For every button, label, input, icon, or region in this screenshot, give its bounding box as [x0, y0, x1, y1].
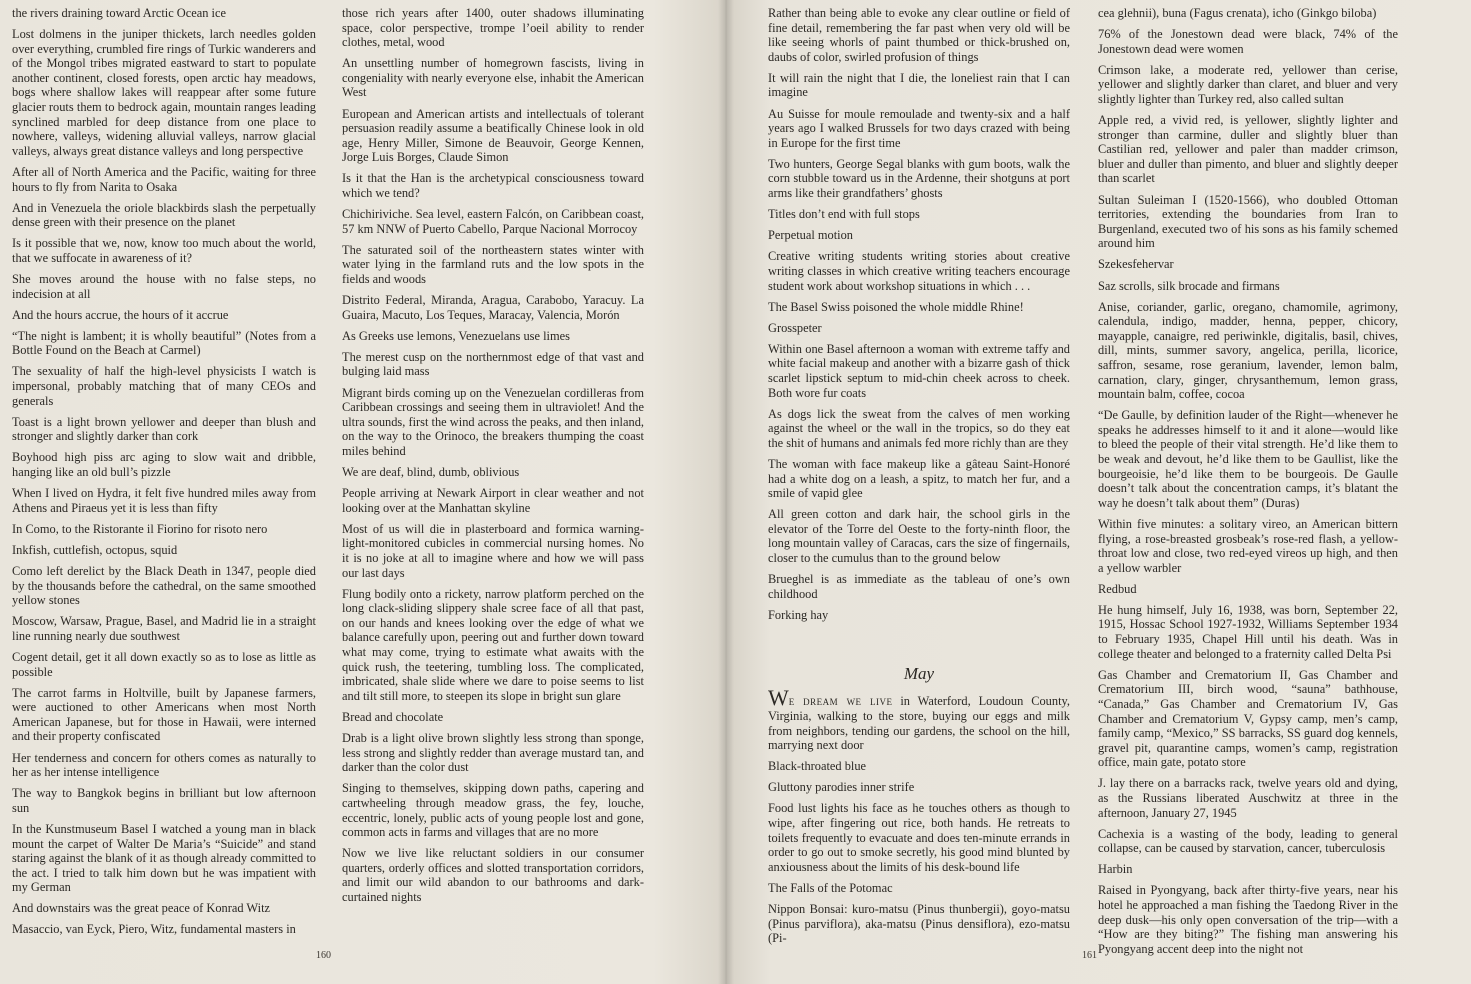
paragraph: Now we live like reluctant soldiers in our consumer quarters, orderly offices and slotted transportation corridors, and limit our wild abandon to our bathrooms and dark-curtained nights [342, 846, 644, 904]
paragraph: Szekesfehervar [1098, 257, 1174, 272]
paragraph: Two hunters, George Segal blanks with gum boots, walk the corn stubble toward us in the Ardenne, their shotguns at port arms like their grandfathers’ ghosts [768, 156, 1070, 201]
right-page-column-2 [1098, 6, 1398, 956]
paragraph: J. lay there on a barracks rack, twelve years old and dying, as the Russians liberated Auschwitz at three in the afternoon, January 27, 1945 [1098, 776, 1398, 820]
left-page-column-2 [342, 6, 644, 905]
paragraph: Anise, coriander, garlic, oregano, chamomile, agrimony, calendula, indigo, madder, henna, pepper, chicory, mayapple, canaigre, red periwinkle, digitalis, basil, chives, dill, mints, summer savory, angelica, perilla, licorice, saffron, sesame, rose geranium, lavender, lemon balm, carnation, clary, ginger, chrysanthemum, lemon grass, mountain balm, coffee, cocoa [1098, 299, 1398, 402]
paragraph: Migrant birds coming up on the Venezuelan cordilleras from Caribbean crossings and seeing them in ultraviolet! And the ultra sounds, first the wind across the peaks, and then inland, on the way to the Orinoco, the breakers thumping the coast miles behind [342, 385, 644, 458]
left-page-column-1 [12, 6, 316, 937]
page-number-right: 161 [1082, 950, 1097, 961]
paragraph: 76% of the Jonestown dead were black, 74% of the Jonestown dead were women [1098, 27, 1398, 56]
paragraph: The merest cusp on the northernmost edge of that vast and bulging laid mass [342, 349, 644, 379]
paragraph: As dogs lick the sweat from the calves of men working against the wheel or the wall in the tropics, so do they eat the shit of humans and animals fed more richly than are they [768, 406, 1070, 450]
paragraph: Como left derelict by the Black Death in 1347, people died by the thousands before the cathedral, on the same smoothed yellow stones [12, 564, 316, 608]
paragraph: People arriving at Newark Airport in clear weather and not looking over at the Manhattan skyline [342, 486, 644, 515]
paragraph: Cachexia is a wasting of the body, leading to general collapse, can be caused by starvation, cancer, tuberculosis [1098, 826, 1398, 856]
paragraph: Grosspeter [768, 320, 822, 335]
small-caps-lead: e dream we live [788, 694, 893, 709]
paragraph: Au Suisse for moule remoulade and twenty-six and a half years ago I walked Brussels for two days crazed with being in Europe for the first time [768, 106, 1070, 150]
paragraph: those rich years after 1400, outer shadows illuminating space, color perspective, trompe l’oeil ability to render clothes, metal, wood [342, 6, 644, 50]
paragraph: Raised in Pyongyang, back after thirty-five years, near his hotel he approached a man fishing the Taedong River in the deep dusk—his only open conversation of the trip—with a “How are they biting?” The fishing man answering his Pyongyang accent deep into the night not [1098, 883, 1398, 956]
paragraph: An unsettling number of homegrown fascists, living in congeniality with nearly everyone else, inhabit the American West [342, 56, 644, 100]
paragraph: Rather than being able to evoke any clear outline or field of fine detail, remembering the far past when very old will be like seeing whorls of paint thumbed or thick-brushed on, daubs of color, swirled profusion of things [768, 6, 1070, 64]
paragraph: And downstairs was the great peace of Konrad Witz [12, 901, 271, 916]
paragraph: Titles don’t end with full stops [768, 207, 920, 222]
paragraph: The saturated soil of the northeastern states winter with water lying in the farmland ruts and the low spots in the fields and woods [342, 242, 644, 286]
paragraph: Perpetual motion [768, 228, 853, 243]
paragraph: Is it possible that we, now, know too much about the world, that we suffocate in awareness of it? [12, 236, 316, 265]
paragraph: The Falls of the Potomac [768, 880, 893, 895]
paragraph: And the hours accrue, the hours of it accrue [12, 307, 229, 322]
paragraph: Forking hay [768, 607, 829, 622]
paragraph: Flung bodily onto a rickety, narrow platform perched on the long clack-sliding slippery shale scree face of all that past, on our hands and knees looking over the edge of what we balance carefully upon, peering out and further down toward what may come, trying to estimate what awaits with the quick rush, the teetering, tumbling loss. The complicated, imbricated, shale slide where we dare to poise seems to list and tilt still more, to steepen its slope in bright sun glare [342, 586, 644, 703]
paragraph: In Como, to the Ristorante il Fiorino for risoto nero [12, 521, 268, 536]
paragraph: Inkfish, cuttlefish, octopus, squid [12, 542, 178, 557]
paragraph: Masaccio, van Eyck, Piero, Witz, fundamental masters in [12, 922, 296, 937]
paragraph: Within one Basel afternoon a woman with extreme taffy and white facial makeup and another with a bizarre gash of thick scarlet lipstick septum to mid-chin cheek across to cheek. Both wore fur coats [768, 341, 1070, 400]
column-1-paragraphs-after-section [768, 759, 1070, 946]
paragraph: Toast is a light brown yellower and deeper than blush and stronger and slightly darker than cork [12, 414, 316, 444]
paragraph: The way to Bangkok begins in brilliant but low afternoon sun [12, 786, 316, 815]
paragraph: Crimson lake, a moderate red, yellower than cerise, yellower and slightly darker than claret, and bluer and very slightly lighter than Turkey red, also called sultan [1098, 62, 1398, 106]
paragraph: Redbud [1098, 581, 1137, 596]
paragraph: Gas Chamber and Crematorium II, Gas Chamber and Crematorium III, birch wood, “sauna” bathhouse, “Canada,” Gas Chamber and Crematorium IV, Gas Chamber and Crematorium V, Gypsy camp, men’s camp, family camp, “Mexico,” SS barracks, SS guard dog kennels, gravel pit, quarantine camps, women’s camp, registration office, main gate, potato store [1098, 667, 1398, 770]
paragraph: Creative writing students writing stories about creative writing classes in which creative writing teachers encourage student work about workshop situations in which . . . [768, 249, 1070, 293]
paragraph: After all of North America and the Pacific, waiting for three hours to fly from Narita to Osaka [12, 164, 316, 194]
paragraph: cea glehnii), buna (Fagus crenata), icho (Ginkgo biloba) [1098, 6, 1377, 20]
page-number-left: 160 [316, 950, 331, 961]
paragraph: He hung himself, July 16, 1938, was born, September 22, 1915, Hossac School 1927-1932, Williams September 1934 to February 1935, Chapel Hill until his death. Was in college theater and belonged to a fraternity called Delta Psi [1098, 602, 1398, 661]
paragraph: In the Kunstmuseum Basel I watched a young man in black mount the carpet of Walter De Maria’s “Suicide” and stand staring against the blank of it as though already committed to the act. I tried to talk him down but he was impatient with my German [12, 821, 316, 895]
paragraph: She moves around the house with no false steps, no indecision at all [12, 272, 316, 301]
paragraph: Chichiriviche. Sea level, eastern Falcón, on Caribbean coast, 57 km NNW of Puerto Cabello, Parque Nacional Morrocoy [342, 207, 644, 236]
paragraph: Distrito Federal, Miranda, Aragua, Carabobo, Yaracuy. La Guaira, Macuto, Los Teques, Maracay, Valencia, Morón [342, 293, 644, 322]
paragraph: Boyhood high piss arc aging to slow wait and dribble, hanging like an old bull’s pizzle [12, 450, 316, 480]
left-page [0, 0, 726, 984]
paragraph: Drab is a light olive brown slightly less strong than sponge, less strong and slightly redder than average mustard tan, and darker than the color dust [342, 731, 644, 775]
paragraph: Cogent detail, get it all down exactly so as to lose as little as possible [12, 649, 316, 679]
paragraph: Her tenderness and concern for others comes as naturally to her as her intense intelligence [12, 750, 316, 780]
paragraph: Apple red, a vivid red, is yellower, slightly lighter and stronger than carmine, duller and slightly bluer than Castilian red, yellower and paler than madder crimson, bluer and duller than pimento, and bluer and slightly deeper than scarlet [1098, 113, 1398, 186]
paragraph: “De Gaulle, by definition lauder of the Right—whenever he speaks he addresses himself to it and it alone—would like to bleed the people of their vital strength. He’d like them to be weak and devout, he’d like them to be Gaullist, like the bourgeoisie, he’d like them to be bourgeois. De Gaulle doesn’t talk about the concentration camps, it’s blatant the way he doesn’t talk about them” (Duras) [1098, 408, 1398, 510]
paragraph: Within five minutes: a solitary vireo, an American bittern flying, a rose-breasted grosbeak’s rose-red flash, a yellow-throat low and close, two red-eyed vireos up high, and then a yellow warbler [1098, 516, 1398, 575]
paragraph: Harbin [1098, 862, 1133, 877]
paragraph: Brueghel is as immediate as the tableau of one’s own childhood [768, 572, 1070, 601]
section-opening-paragraph [768, 685, 1070, 753]
column-1-paragraphs-before-section [768, 6, 1070, 622]
paragraph: Gluttony parodies inner strife [768, 780, 915, 795]
paragraph: When I lived on Hydra, it felt five hundred miles away from Athens and Piraeus yet it is less than fifty [12, 486, 316, 515]
paragraph: The Basel Swiss poisoned the whole middle Rhine! [768, 299, 1024, 314]
opening-paragraph-text: in Waterford, Loudoun County, Virginia, walking to the store, buying our eggs and milk from neighbors, tending our gardens, the school on the hill, marrying next door [768, 694, 1070, 753]
section-title: May [903, 664, 935, 684]
paragraph: Most of us will die in plasterboard and formica warning-light-monitored cubicles in commercial nursing homes. No it is no joke at all to imagine where and how we will pass our last days [342, 521, 644, 580]
paragraph: the rivers draining toward Arctic Ocean ice [12, 6, 226, 20]
paragraph: Saz scrolls, silk brocade and firmans [1098, 278, 1280, 293]
paragraph: We are deaf, blind, dumb, oblivious [342, 465, 520, 480]
paragraph: Black-throated blue [768, 759, 867, 774]
paragraph: Nippon Bonsai: kuro-matsu (Pinus thunbergii), goyo-matsu (Pinus parviflora), aka-matsu (Pinus densiflora), ezo-matsu (Pi- [768, 902, 1070, 946]
paragraph: Lost dolmens in the juniper thickets, larch needles golden over everything, crumbled fire rings of Turkic wanderers and of the Mongol tribes migrated eastward to start to populate another continent, closed forests, open arctic hay meadows, bogs where shallow lakes will reappear after some future glacier routs them to bedrock again, mountain ranges leading synclined marbled for deep distance from one place to nowhere, valleys, widening alluvial valleys, narrow glacial valleys, always great distance valleys and long perspective [12, 27, 316, 158]
paragraph: All green cotton and dark hair, the school girls in the elevator of the Torre del Oeste to the forty-ninth floor, the long mountain valley of Caracas, cars the size of fingernails, closer to the cumulus than to the ground below [768, 507, 1070, 565]
right-page-column-1 [768, 6, 1070, 946]
paragraph: Bread and chocolate [342, 709, 444, 724]
paragraph: It will rain the night that I die, the loneliest rain that I can imagine [768, 70, 1070, 100]
book-gutter [718, 0, 734, 984]
paragraph: European and American artists and intellectuals of tolerant persuasion readily assume a beatifically Chinese look in old age, Henry Miller, Simone de Beauvoir, George Kennen, Jorge Luis Borges, Claude Simon [342, 106, 644, 165]
paragraph: Food lust lights his face as he touches others as though to wipe, after fingering out rice, both hands. He retreats to toilets frequently to evacuate and does ten-minute errands in order to go out to smoke secretly, his good mind blunted by anxiousness about the limits of his desk-bound life [768, 801, 1070, 874]
drop-cap: W [768, 685, 789, 711]
paragraph: As Greeks use lemons, Venezuelans use limes [342, 328, 570, 343]
paragraph: Sultan Suleiman I (1520-1566), who doubled Ottoman territories, extending the boundaries from Iran to Burgenland, executed two of his sons as his family schemed around him [1098, 192, 1398, 251]
paragraph: Is it that the Han is the archetypical consciousness toward which we tend? [342, 171, 644, 201]
paragraph: “The night is lambent; it is wholly beautiful” (Notes from a Bottle Found on the Beach at Carmel) [12, 328, 316, 358]
paragraph: Moscow, Warsaw, Prague, Basel, and Madrid lie in a straight line running nearly due southwest [12, 614, 316, 643]
paragraph: The sexuality of half the high-level physicists I watch is impersonal, probably matching that of many CEOs and generals [12, 364, 316, 408]
paragraph: And in Venezuela the oriole blackbirds slash the perpetually dense green with their presence on the planet [12, 200, 316, 230]
paragraph: Singing to themselves, skipping down paths, capering and cartwheeling through meadow grass, the fey, louche, eccentric, lonely, public acts of young people lost and gone, common acts in farms and villages that are no more [342, 781, 644, 840]
paragraph: The carrot farms in Holtville, built by Japanese farmers, were auctioned to other Americans when most North American Japanese, but for those in Hawaii, were interned and their property confiscated [12, 685, 316, 744]
paragraph: The woman with face makeup like a gâteau Saint-Honoré had a white dog on a leash, a spitz, to match her fur, and a smile of vapid glee [768, 456, 1070, 501]
